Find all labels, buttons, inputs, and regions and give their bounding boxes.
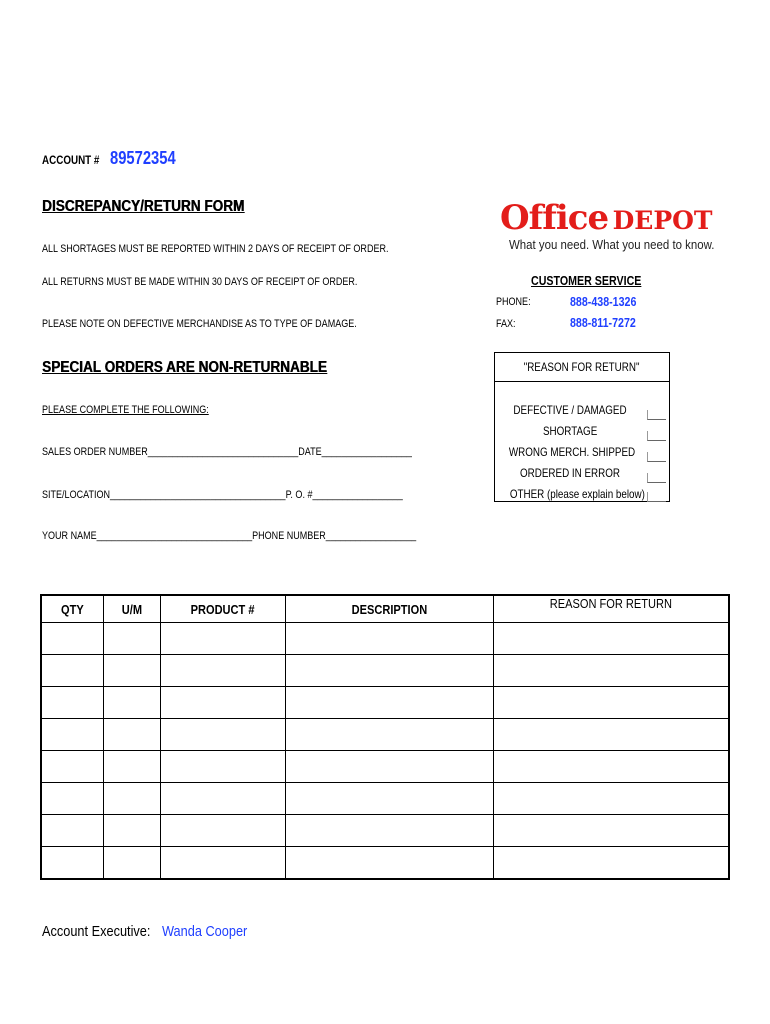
reason-shortage-checkbox[interactable] xyxy=(647,431,666,441)
cell-description[interactable] xyxy=(285,815,493,847)
reason-ordered-in-error-checkbox[interactable] xyxy=(647,473,666,483)
reason-other xyxy=(495,487,645,501)
cell-product[interactable] xyxy=(161,655,286,687)
reason-wrong-merch-checkbox[interactable] xyxy=(647,452,666,462)
reason-box-title xyxy=(495,353,669,382)
logo-office-text: Office xyxy=(500,198,609,238)
special-orders-heading: SPECIAL ORDERS ARE NON-RETURNABLE xyxy=(42,359,327,376)
reason-ordered-in-error-label: ORDERED IN ERROR xyxy=(519,466,621,480)
cell-description[interactable] xyxy=(285,783,493,815)
shortages-note: ALL SHORTAGES MUST BE REPORTED WITHIN 2 DAYS OF RECEIPT OF ORDER. xyxy=(42,243,389,255)
cell-reason[interactable] xyxy=(494,783,729,815)
reason-box-title-text: "REASON FOR RETURN" xyxy=(524,360,640,374)
fax-number: 888-811-7272 xyxy=(570,315,636,330)
cell-um[interactable] xyxy=(104,751,161,783)
cell-um[interactable] xyxy=(104,655,161,687)
cell-product[interactable] xyxy=(161,783,286,815)
reason-ordered-in-error xyxy=(495,466,645,480)
col-header-product-text: PRODUCT # xyxy=(191,601,255,617)
cell-qty[interactable] xyxy=(41,655,104,687)
cell-qty[interactable] xyxy=(41,815,104,847)
cell-product[interactable] xyxy=(161,623,286,655)
reason-wrong-merch xyxy=(495,445,645,459)
your-name-field[interactable]: YOUR NAME_______________________________PHONE NUMBER__________________ xyxy=(42,530,417,542)
phone-number: 888-438-1326 xyxy=(570,294,637,309)
cell-description[interactable] xyxy=(285,655,493,687)
cell-reason[interactable] xyxy=(494,719,729,751)
sales-order-field[interactable]: SALES ORDER NUMBER______________________________DATE__________________ xyxy=(42,446,412,458)
cell-um[interactable] xyxy=(104,847,161,880)
cell-reason[interactable] xyxy=(494,687,729,719)
logo-depot-text: DEPOT xyxy=(612,206,713,235)
col-header-product xyxy=(161,595,286,623)
cell-qty[interactable] xyxy=(41,783,104,815)
reason-other-label: OTHER (please explain below) xyxy=(509,487,645,501)
cell-qty[interactable] xyxy=(41,847,104,880)
col-header-qty-text: QTY xyxy=(61,601,85,617)
cell-um[interactable] xyxy=(104,719,161,751)
table-row xyxy=(41,623,729,655)
reason-for-return-box xyxy=(494,352,670,502)
cell-product[interactable] xyxy=(161,815,286,847)
cell-description[interactable] xyxy=(285,687,493,719)
form-title: DISCREPANCY/RETURN FORM xyxy=(42,198,245,215)
cell-um[interactable] xyxy=(104,783,161,815)
cell-qty[interactable] xyxy=(41,687,104,719)
cell-reason[interactable] xyxy=(494,655,729,687)
return-items-table xyxy=(40,594,730,880)
reason-shortage-label: SHORTAGE xyxy=(542,424,598,438)
cell-product[interactable] xyxy=(161,847,286,880)
account-number: 89572354 xyxy=(110,148,176,168)
cell-product[interactable] xyxy=(161,719,286,751)
cell-reason[interactable] xyxy=(494,847,729,880)
account-label: ACCOUNT # xyxy=(42,153,100,167)
table-header-row xyxy=(41,595,729,623)
col-header-description-text: DESCRIPTION xyxy=(351,601,428,617)
cell-description[interactable] xyxy=(285,751,493,783)
cell-um[interactable] xyxy=(104,687,161,719)
cell-product[interactable] xyxy=(161,751,286,783)
returns-note: ALL RETURNS MUST BE MADE WITHIN 30 DAYS OF RECEIPT OF ORDER. xyxy=(42,276,358,288)
cell-qty[interactable] xyxy=(41,719,104,751)
table-row xyxy=(41,687,729,719)
col-header-qty xyxy=(41,595,104,623)
col-header-description xyxy=(285,595,493,623)
cell-product[interactable] xyxy=(161,687,286,719)
cell-description[interactable] xyxy=(285,623,493,655)
cell-reason[interactable] xyxy=(494,815,729,847)
reason-shortage xyxy=(495,424,645,438)
customer-service-title: CUSTOMER SERVICE xyxy=(531,273,642,288)
account-executive-name: Wanda Cooper xyxy=(162,923,248,940)
col-header-reason xyxy=(494,595,729,623)
reason-other-checkbox[interactable] xyxy=(647,492,666,502)
office-depot-logo xyxy=(500,198,713,238)
table-row xyxy=(41,655,729,687)
col-header-um-text: U/M xyxy=(122,601,143,617)
cell-um[interactable] xyxy=(104,623,161,655)
cell-qty[interactable] xyxy=(41,751,104,783)
please-complete-label: PLEASE COMPLETE THE FOLLOWING: xyxy=(42,404,209,416)
table-row xyxy=(41,847,729,880)
logo-tagline: What you need. What you need to know. xyxy=(509,237,715,252)
cell-um[interactable] xyxy=(104,815,161,847)
table-row xyxy=(41,783,729,815)
cell-description[interactable] xyxy=(285,719,493,751)
col-header-reason-text: REASON FOR RETURN xyxy=(550,596,673,611)
reason-defective-checkbox[interactable] xyxy=(647,410,666,420)
account-executive-label: Account Executive: xyxy=(42,923,151,940)
fax-label: FAX: xyxy=(496,318,516,330)
cell-qty[interactable] xyxy=(41,623,104,655)
site-location-field[interactable]: SITE/LOCATION___________________________________P. O. #__________________ xyxy=(42,489,403,501)
defective-note: PLEASE NOTE ON DEFECTIVE MERCHANDISE AS TO TYPE OF DAMAGE. xyxy=(42,318,357,330)
table-row xyxy=(41,815,729,847)
reason-defective xyxy=(495,403,645,417)
cell-description[interactable] xyxy=(285,847,493,880)
cell-reason[interactable] xyxy=(494,623,729,655)
phone-label: PHONE: xyxy=(496,296,531,308)
cell-reason[interactable] xyxy=(494,751,729,783)
col-header-um xyxy=(104,595,161,623)
reason-defective-label: DEFECTIVE / DAMAGED xyxy=(513,403,627,417)
table-row xyxy=(41,751,729,783)
reason-wrong-merch-label: WRONG MERCH. SHIPPED xyxy=(508,445,636,459)
table-row xyxy=(41,719,729,751)
